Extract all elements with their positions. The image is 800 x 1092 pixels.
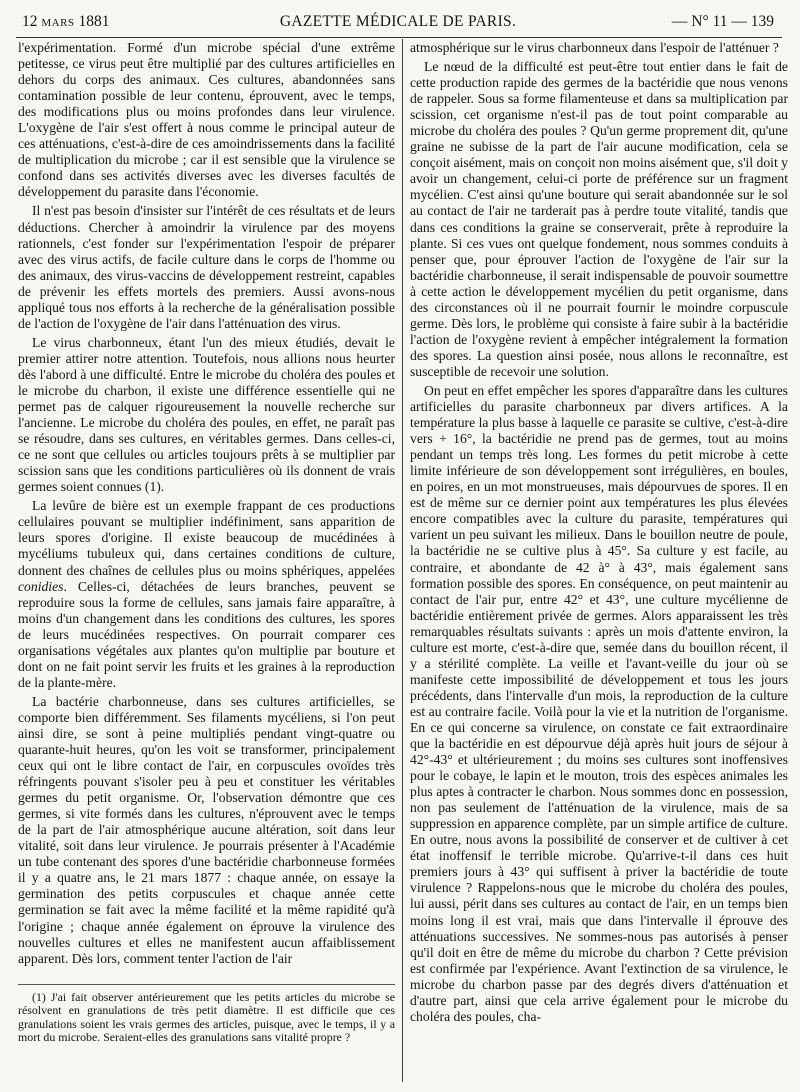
text-run: La levûre de bière est un exemple frappant de ces productions cellulaires pouvant se multiplier indéfiniment, sans apparition de leurs spores d'origine. Il existe beaucoup de mucédinées à mycéliums tubuleux qui, dans certaines conditions de culture, donnent des chaînes de cellules plus ou moins sphériques, appelées [18,498,395,578]
paragraph: l'expérimentation. Formé d'un microbe spécial d'une extrême petitesse, ce virus peut être multiplié par des cultures artificielles en dehors du corps des animaux. Ces cultures, abandonnées sans contamination possible de leur contenu, éprouvent, avec le temps, des modifications plus ou moins profondes dans leur virulence. L'oxygène de l'air s'est offert à nous comme le principal auteur de ces atténuations, c'est-à-dire de ces amoindrissements dans la facilité de multiplication du microbe ; car il est sensible que la virulence se confond dans ses activités diverses avec les diverses facultés de développement du parasite dans l'économie. [18,40,395,200]
header-rule [16,37,782,38]
paragraph [18,498,395,691]
italic-term: conidies [18,578,64,594]
issue-label: — N° 11 — [671,13,747,30]
footnote: (1) J'ai fait observer antérieurement que les petits articles du microbe se résolvent en granulations de très petit diamètre. Il est difficile que ces granulations soient les vrais germes des articles, puisque, avec le temps, il y a mort du microbe. Seraient-elles des granulations sans vitalité propre ? [18,989,395,1045]
date-month: MARS [41,17,75,29]
paragraph: On peut en effet empêcher les spores d'apparaître dans les cultures artificielles du parasite charbonneux par divers artifices. A la température la plus basse à laquelle ce parasite se cultive, c'est-à-dire vers + 16°, la bactéridie ne prend pas de germes, tout au moins pendant un temps très long. Les formes du petit microbe à cette limite inférieure de son développement sont irrégulières, en boules, en poires, en un mot monstrueuses, mais dépourvues de spores. Il en est de même sur ce dernier point aux températures les plus élevées encore compatibles avec la culture du parasite, températures qui varient un peu suivant les milieux. Dans le bouillon neutre de poule, la bactéridie ne se cultive plus à 45°. Sa culture y est facile, au contraire, et abondante de 42 à° à 43°, mais également sans formation possible des spores. En conséquence, on peut maintenir au contact de l'air pur, entre 42° et 43°, une culture mycélienne de bactéridie entièrement privée de germes. Alors apparaissent les très remarquables résultats suivants : après un mois d'attente environ, la culture est morte, c'est-à-dire que, semée dans du bouillon récent, il y a stérilité complète. La veille et l'avant-veille du jour où se manifeste cette impossibilité de développement et tous les jours précédents, dans l'intervalle d'un mois, la reproduction de la culture est au contraire facile. Voilà pour la vie et la nutrition de l'organisme. En ce qui concerne sa virulence, on constate ce fait extraordinaire que la bactéridie en est dépourvue déjà après huit jours de séjour à 42°-43° et ultérieurement ; du moins ses cultures sont inoffensives pour le cobaye, le lapin et le mouton, trois des espèces animales les plus aptes à contracter le charbon. Nous sommes donc en possession, non pas seulement de l'atténuation de la virulence, mais de sa suppression en apparence complète, par un simple artifice de culture. En outre, nous avons la possibilité de conserver et de cultiver à cet état inoffensif le terrible microbe. Qu'arrive-t-il dans ces huit premiers jours à 43° qui suffisent à priver la bactéridie de toute virulence ? Rappelons-nous que le microbe du choléra des poules, lui aussi, périt dans ses cultures au contact de l'air, en un temps bien moins long il est vrai, mais que dans l'intervalle il éprouve des atténuations successives. Ne sommes-nous pas autorisés à penser qu'il doit en être de même du microbe du charbon ? Cette prévision est confirmée par l'expérience. Avant l'extinction de sa virulence, le microbe du charbon passe par des degrés divers d'atténuation et d'autre part, ainsi que cela arrive également pour le microbe du choléra des poules, cha- [410,382,788,1024]
paragraph: atmosphérique sur le virus charbonneux dans l'espoir de l'atténuer ? [410,40,779,55]
date-day: 12 [22,13,38,30]
paragraph: Le virus charbonneux, étant l'un des mieux étudiés, devait le premier attirer notre attention. Toutefois, nous allions nous heurter dès l'abord à une difficulté. Entre le microbe du choléra des poules et le microbe du charbon, il existe une différence essentielle qui ne permet pas de calquer rigoureusement la nouvelle recherche sur l'ancienne. Le microbe du choléra des poules, en effet, ne paraît pas se résoudre, dans ses cultures, en véritables germes. Dans celles-ci, ce ne sont que cellules ou articles toujours prêts à se multiplier par scission sans que les conditions particulières où ils donnent de vrais germes soient connues (1). [18,334,395,495]
footnote-rule [18,984,395,985]
page-number: 139 [750,13,774,30]
paragraph: Il n'est pas besoin d'insister sur l'intérêt de ces résultats et de leurs déductions. Chercher à amoindrir la virulence par des moyens rationnels, c'est fonder sur l'expérimentation l'espoir de préparer avec des virus actifs, de facile culture dans le corps de l'homme ou des animaux, des virus-vaccins de développement restreint, capables de prévenir les effets mortels des premiers. Aussi avons-nous appliqué tous nos efforts à la recherche de la généralisation possible de l'action de l'oxygène de l'air dans l'atténuation des virus. [18,203,395,331]
issue-number [672,10,774,34]
paragraph: La bactérie charbonneuse, dans ses cultures artificielles, se comporte bien différemment. Ses filaments mycéliens, si l'on peut ainsi dire, se sont à peine multipliés pendant vingt-quatre ou quarante-huit heures, qu'on les voit se transformer, principalement ceux qui ont le libre contact de l'air, en corpuscules ovoïdes très réfringents pouvant s'isoler peu à peu et constituer les véritables germes du petit organisme. Or, l'observation démontre que ces germes, si vite formés dans les cultures, n'éprouvent avec le temps de la part de l'air atmosphérique aucune altération, soit dans leur vitalité, soit dans leur virulence. Je pourrais présenter à l'Académie un tube contenant des spores d'une bactéridie charbonneuse formées il y a quatre ans, le 21 mars 1877 : chaque année, on essaye la germination des petits corpuscules et chaque année cette germination se fait avec la même facilité et la même rapidité qu'à l'origine ; chaque année également on éprouve la virulence des nouvelles cultures et elles ne manifestent aucun affaiblissement apparent. Dès lors, comment tenter l'action de l'air [18,693,395,966]
journal-title: GAZETTE MÉDICALE DE PARIS. [279,13,517,30]
date-year: 1881 [78,13,110,30]
right-column [410,40,788,1084]
column-divider [402,39,403,1082]
page-header [22,10,774,34]
text-run: . Celles-ci, détachées de leurs branches, peuvent se reproduire sous la forme de cellules, sans jamais faire apparaître, à moins d'un changement dans les conditions des cultures, les spores de leurs mucédinées respectives. On pourrait comparer ces organisations végétales aux plantes qu'on multiplie par bouture et dont on ne fait point servir les fruits et les graines à la reproduction de la plante-mère. [18,578,395,690]
paragraph: Le nœud de la difficulté est peut-être tout entier dans le fait de cette production rapide des germes de la bactéridie que nous venons de rappeler. Sous sa forme filamenteuse et dans sa multiplication par scission, cet organisme n'est-il pas de tout point comparable au microbe du choléra des poules ? Qu'un germe proprement dit, qu'une graine ne subisse de la part de l'air aucune modification, cela se conçoit aisément, mais on conçoit non moins aisément que, s'il doit y avoir un changement, celui-ci porte de préférence sur un fragment mycélien. C'est ainsi qu'une bouture qui serait abandonnée sur le sol au contact de l'air ne tarderait pas à perdre toute vitalité, tandis que dans ces conditions la graine se conserverait, prête à reproduire la plante. Si ces vues ont quelque fondement, nous sommes conduits à penser que, pour éprouver l'action de l'oxygène de l'air sur la bactéridie charbonneuse, il serait indispensable de pouvoir soumettre à cette action le développement mycélien du petit organisme, dans des circonstances où il ne pourrait fournir le moindre corpuscule germe. Dès lors, le problème qui consiste à faire subir à la bactéridie l'action de l'oxygène revient à empêcher intégralement la formation des spores. La question ainsi posée, nous allons le reconnaître, est susceptible de recevoir une solution. [410,59,788,379]
left-column [18,40,395,1084]
